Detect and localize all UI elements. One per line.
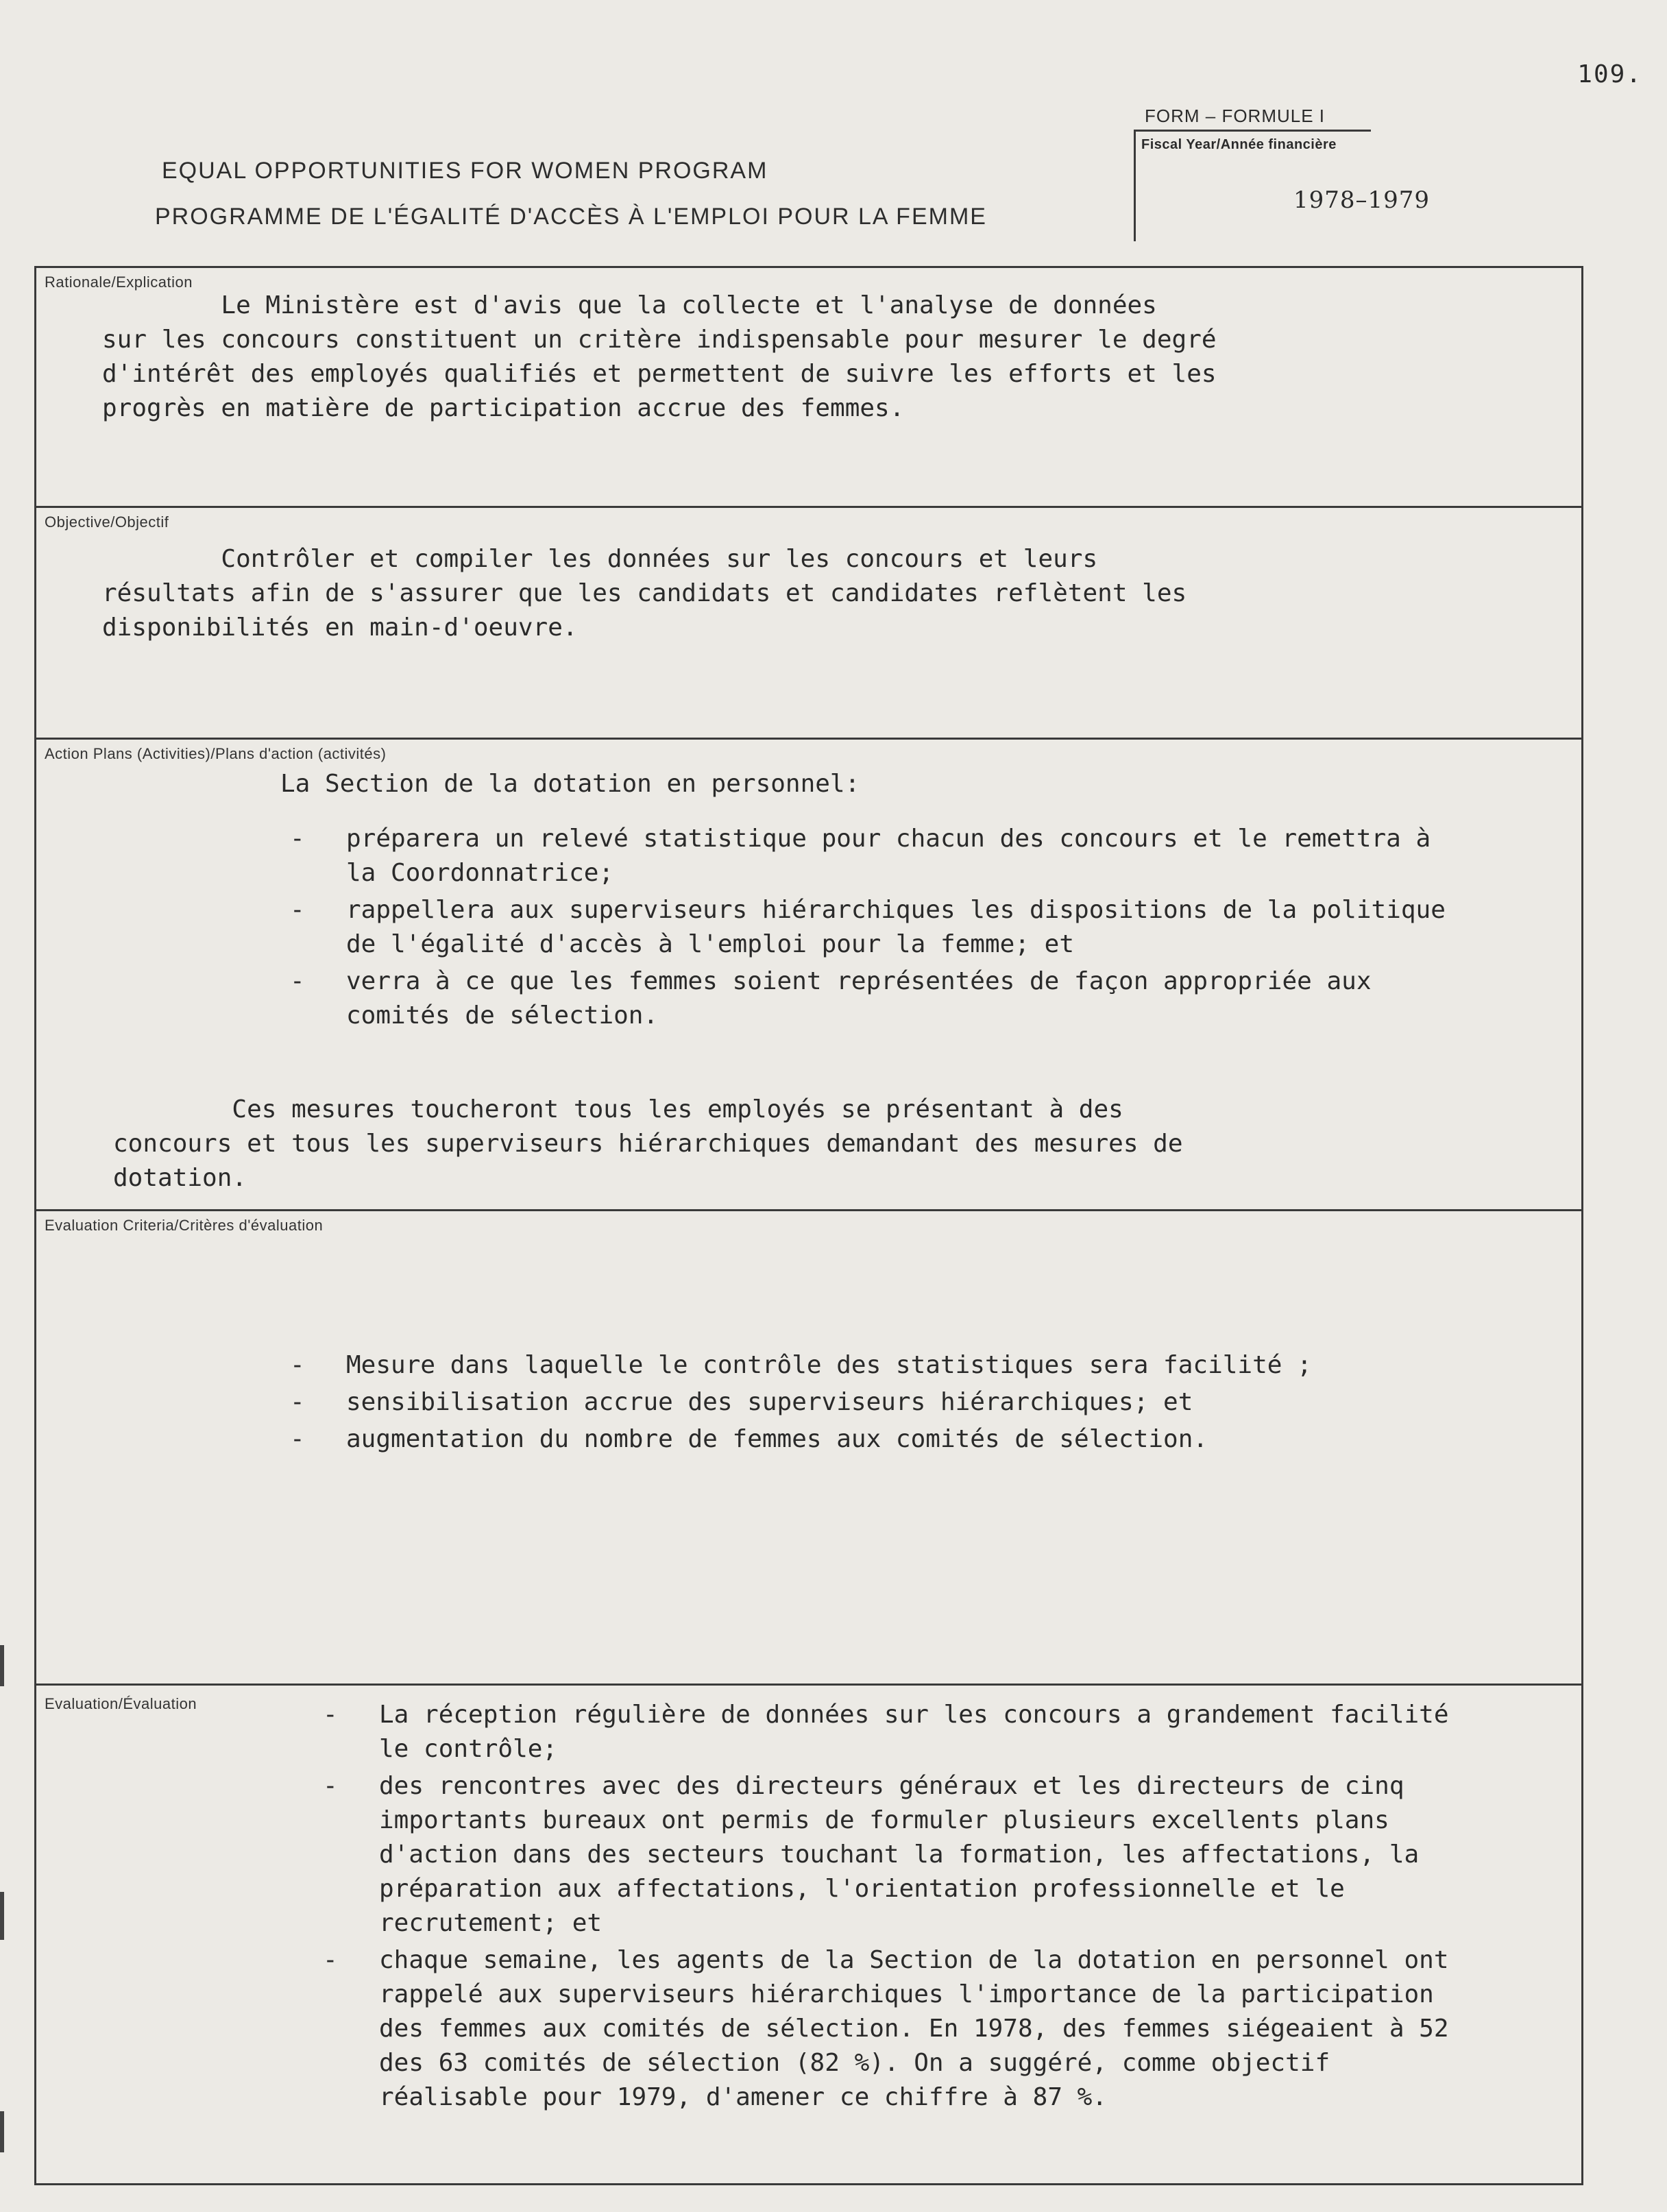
evaluation-list [323, 1698, 1488, 2117]
list-item: - augmentation du nombre de femmes aux comités de sélection. [290, 1425, 1208, 1453]
evaluation-criteria-section [36, 1211, 1581, 1686]
fiscal-year-label: Fiscal Year/Année financière [1141, 137, 1337, 152]
list-item: - rappellera aux superviseurs hiérarchiques les dispositions de la politique de l'égalité d'accès à l'emploi pour la femme; et [290, 896, 1446, 958]
title-french: PROGRAMME DE L'ÉGALITÉ D'ACCÈS À L'EMPLOI POUR LA FEMME [155, 204, 987, 230]
rationale-section [36, 268, 1581, 508]
binding-mark [0, 2111, 4, 2152]
title-english: EQUAL OPPORTUNITIES FOR WOMEN PROGRAM [162, 158, 768, 184]
list-item: - chaque semaine, les agents de la Section de la dotation en personnel ont rappelé aux superviseurs hiérarchiques l'importance de la participation des femmes aux comités de sélection. En 1978, des femmes siégeaient à 52 des 63 comités de sélection (82 %). On a suggéré, comme objectif réalisable pour 1979, d'amener ce chiffre à 87 %. [323, 1946, 1449, 2111]
list-item: - verra à ce que les femmes soient représentées de façon appropriée aux comités de sélection. [290, 967, 1372, 1030]
rationale-text: Le Ministère est d'avis que la collecte et l'analyse de données sur les concours constituent un critère indispensable pour mesurer le degré d'intérêt des employés qualifiés et permettent de suivre les efforts et les progrès en matière de participation accrue des femmes. [102, 291, 1217, 422]
fiscal-year-value: 1978–1979 [1293, 186, 1431, 214]
list-item: - Mesure dans laquelle le contrôle des statistiques sera facilité ; [290, 1351, 1312, 1379]
form-header [38, 103, 1560, 247]
evaluation-section [36, 1686, 1581, 2183]
action-plans-closing: Ces mesures toucheront tous les employés se présentant à des concours et tous les superviseurs hiérarchiques demandant des mesures de dotation. [113, 1095, 1183, 1192]
action-plans-section [36, 740, 1581, 1211]
list-item: - La réception régulière de données sur les concours a grandement facilité le contrôle; [323, 1701, 1449, 1763]
binding-mark [0, 1645, 4, 1686]
action-plans-label: Action Plans (Activities)/Plans d'action (activités) [45, 745, 387, 762]
list-item: - sensibilisation accrue des superviseurs hiérarchiques; et [290, 1388, 1193, 1416]
form-label: FORM – FORMULE I [1134, 103, 1371, 132]
objective-text: Contrôler et compiler les données sur les concours et leurs résultats afin de s'assurer que les candidats et candidates reflètent les disponibilités en main-d'oeuvre. [102, 545, 1187, 642]
form-box [1134, 103, 1545, 243]
list-item: - préparera un relevé statistique pour chacun des concours et le remettra à la Coordonnatrice; [290, 825, 1431, 887]
action-plans-list [290, 822, 1469, 1036]
list-item: - des rencontres avec des directeurs généraux et les directeurs de cinq importants bureaux ont permis de formuler plusieurs excellents plans d'action dans des secteurs touchant la formation, les affectations, la préparation aux affectations, l'orientation professionnelle et le recrutement; et [323, 1772, 1420, 1937]
binding-mark [0, 1892, 4, 1940]
form-sheet [34, 266, 1583, 2185]
evaluation-criteria-list [290, 1348, 1469, 1459]
evaluation-criteria-label: Evaluation Criteria/Critères d'évaluation [45, 1217, 324, 1234]
program-titles [155, 158, 1121, 250]
rationale-label: Rationale/Explication [45, 274, 193, 291]
objective-label: Objective/Objectif [45, 513, 169, 531]
page-number: 109. [1577, 60, 1642, 88]
objective-section [36, 508, 1581, 740]
fiscal-year-box [1134, 132, 1545, 241]
action-plans-intro: La Section de la dotation en personnel: [280, 770, 860, 798]
evaluation-label: Evaluation/Évaluation [45, 1695, 197, 1712]
